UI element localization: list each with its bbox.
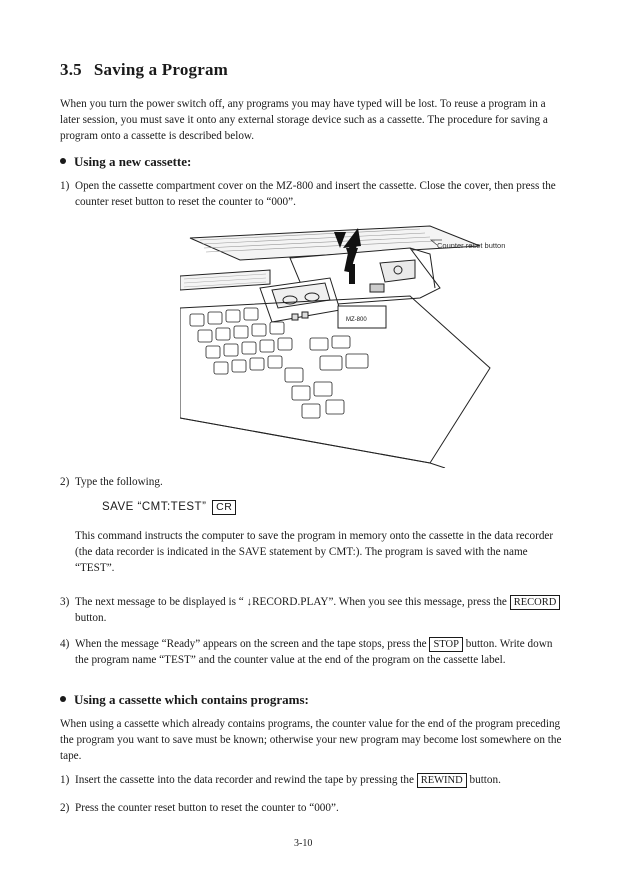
explain-paragraph: This command instructs the computer to save the program in memory onto the cassette in the data recorder (the data recorder is indicated in the SAVE statement by CMT:). The program is saved with the name “TEST”.	[75, 530, 554, 574]
cr-key: CR	[212, 500, 236, 515]
step-4-lead: When the message “Ready” appears on the screen and the tape stops, press the	[75, 638, 427, 650]
record-key: RECORD	[510, 595, 561, 610]
bullet-icon	[60, 158, 66, 164]
page-number: 3-10	[294, 838, 313, 849]
step-3-text	[75, 594, 562, 626]
step-3-lead: The next message to be displayed is “ ↓RECORD.PLAY”. When you see this message, press the	[75, 596, 507, 608]
brand-label: MZ-800	[346, 317, 367, 323]
code-text: SAVE “CMT:TEST”	[102, 501, 207, 513]
step-number: 4)	[60, 638, 70, 650]
subheading-text: Using a new cassette:	[74, 154, 192, 169]
existing-step-1-lead: Insert the cassette into the data recorder and rewind the tape by pressing the	[75, 774, 414, 786]
step-4-text	[75, 636, 562, 668]
existing-step-1	[75, 772, 562, 788]
existing-intro: When using a cassette which already contains programs, the counter value for the end of the program preceding the program you want to save must be known; otherwise your new program may become lost somewhere on the tape.	[60, 718, 562, 762]
section-heading	[60, 60, 228, 80]
step-3-tail: button.	[75, 612, 107, 624]
bullet-icon	[60, 696, 66, 702]
stop-key: STOP	[429, 637, 463, 652]
step-number: 1)	[60, 774, 70, 786]
section-title: Saving a Program	[93, 60, 229, 79]
code-line	[102, 500, 236, 515]
existing-step-1-tail: button.	[469, 774, 501, 786]
section-number: 3.5	[60, 60, 82, 79]
subheading-new-cassette	[60, 154, 191, 170]
mz800-cassette-illustration	[180, 218, 555, 468]
counter-reset-callout: Counter reset button	[437, 241, 506, 250]
rewind-key: REWIND	[417, 773, 467, 788]
intro-paragraph: When you turn the power switch off, any programs you may have typed will be lost. To reuse a program in a later session, you must save it onto any external storage device such as a cassette. The procedure for saving a program onto a cassette is described below.	[60, 98, 548, 142]
step-number: 2)	[60, 802, 70, 814]
step-2-text: Type the following.	[75, 476, 163, 488]
existing-step-2: Press the counter reset button to reset the counter to “000”.	[75, 802, 339, 814]
step-number: 2)	[60, 476, 70, 488]
subheading-text: Using a cassette which contains programs:	[74, 692, 309, 707]
step-1-text: Open the cassette compartment cover on the MZ-800 and insert the cassette. Close the cover, then press the counter reset button to reset the counter to “000”.	[75, 180, 556, 208]
step-number: 3)	[60, 596, 70, 608]
subheading-existing-cassette	[60, 692, 309, 708]
step-number: 1)	[60, 180, 70, 192]
step-4-tail: button. Write down the program name “TEST” and the counter value at the end of the program on the cassette label.	[75, 638, 553, 666]
